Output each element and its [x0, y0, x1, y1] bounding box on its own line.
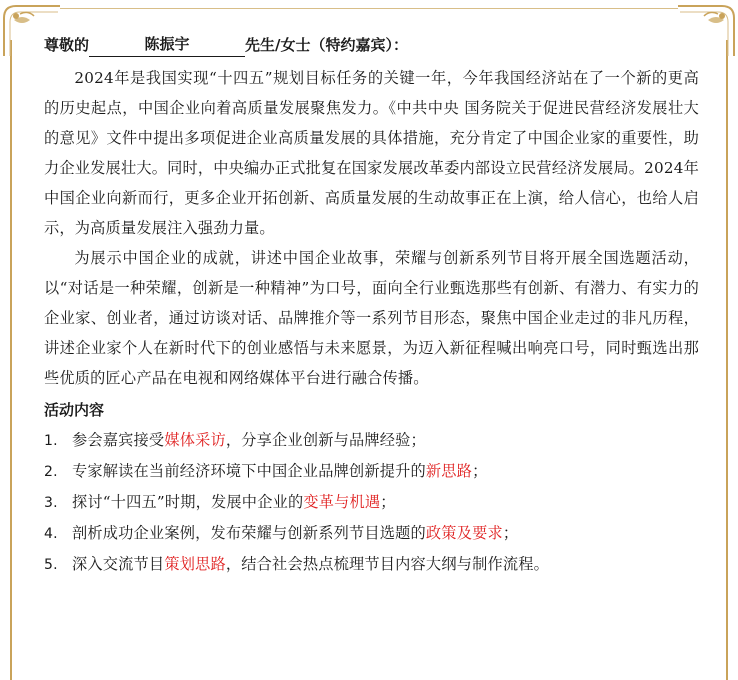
list-item: 5. 深入交流节目策划思路，结合社会热点梳理节目内容大纲与制作流程。 — [44, 555, 550, 573]
recipient-name: 陈振宇 — [144, 35, 190, 53]
frame-right-border — [726, 40, 728, 680]
frame-left-border — [10, 40, 12, 680]
name-field — [137, 32, 245, 57]
highlight-text: 媒体采访 — [164, 431, 226, 449]
frame-top-border — [60, 8, 678, 9]
salutation-line — [44, 32, 699, 57]
salutation-prefix: 尊敬的 — [44, 36, 90, 54]
highlight-text: 新思路 — [425, 462, 473, 480]
list-item: 1. 参会嘉宾接受媒体采访，分享企业创新与品牌经验； — [44, 431, 426, 449]
list-item: 4. 剖析成功企业案例，发布荣耀与创新系列节目选题的政策及要求； — [44, 524, 519, 542]
highlight-text: 政策及要求 — [425, 524, 503, 542]
paragraph-intro: 2024年是我国实现“十四五”规划目标任务的关键一年，今年我国经济站在了一个新的更高的历史起点，中国企业向着高质量发展聚焦发力。《中共中央 国务院关于促进民营经济发展壮大的意见》文件中提出多项促进企业高质量发展的具体措施，充分肯定了中国企业家的重要性，助力企业发展壮大。同时，中央编办正式批复在国家发展改革委内部设立民营经济发展局。2024年中国企业向新而行，更多企业开拓创新、高质量发展的生动故事正在上演，给人信心，也给人启示，为高质量发展注入强劲力量。 — [44, 69, 699, 237]
list-item: 2. 专家解读在当前经济环境下中国企业品牌创新提升的新思路； — [44, 462, 488, 480]
salutation-suffix: 先生/女士（特约嘉宾）： — [245, 36, 408, 54]
highlight-text: 变革与机遇 — [303, 493, 381, 511]
name-blank-left — [89, 56, 137, 57]
list-item: 3. 探讨“十四五”时期，发展中企业的变革与机遇； — [44, 493, 396, 511]
paragraph-purpose: 为展示中国企业的成就，讲述中国企业故事，荣耀与创新系列节目将开展全国选题活动，以“对话是一种荣耀，创新是一种精神”为口号，面向全行业甄选那些有创新、有潜力、有实力的企业家、创业者，通过访谈对话、品牌推介等一系列节目形态，聚焦中国企业走过的非凡历程，讲述企业家个人在新时代下的创业感悟与未来愿景，为迈入新征程喊出响亮口号，同时甄选出那些优质的匠心产品在电视和网络媒体平台进行融合传播。 — [44, 249, 699, 387]
section-title-activities: 活动内容 — [44, 401, 105, 419]
letter-body — [44, 32, 699, 580]
activity-list — [44, 425, 699, 580]
highlight-text: 策划思路 — [164, 555, 226, 573]
